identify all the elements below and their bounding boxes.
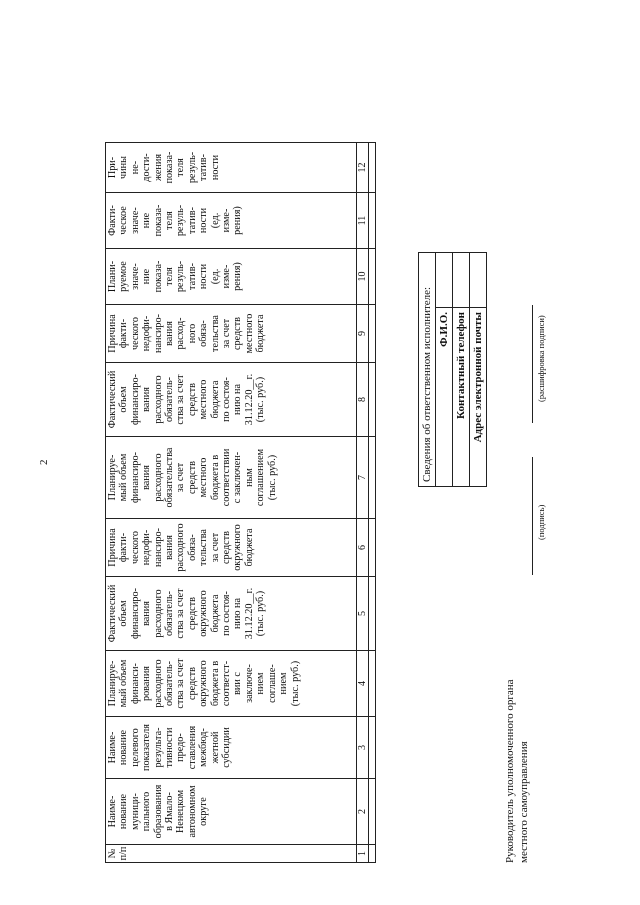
decoding-line [532,305,533,423]
column-number: 9 [357,305,369,363]
column-number: 5 [357,577,369,651]
header-cell: Планируе- мый объем финансиро- вания расходного обязательства за счет средств местного бюджета в соответствии с заключен- ным соглашением (тыс. руб.) [106,437,357,519]
column-number: 11 [357,193,369,249]
table-cell [369,519,376,577]
table-cell [369,363,376,437]
column-number: 12 [357,143,369,193]
table-cell [369,249,376,305]
column-number: 4 [357,651,369,717]
signature-line [532,457,533,575]
table-header-row [106,143,357,863]
report-table [105,142,376,863]
header-cell: Фактический объем финансиро- вания расходного обязатель- ства за счет средств окружного бюджета по состоя- нию на 31.12.20__г. (тыс. руб.) [106,577,357,651]
contact-label: Ф.И.О. [436,308,453,487]
contact-row [453,253,470,487]
contact-value [453,253,470,308]
contact-value [436,253,453,308]
column-number: 10 [357,249,369,305]
table-cell [369,779,376,845]
column-number-row [357,143,369,863]
table-row [369,143,376,863]
table-cell [369,577,376,651]
contact-value [470,253,487,308]
table-cell [369,437,376,519]
contact-label: Адрес электронной почты [470,308,487,487]
table-cell [369,651,376,717]
header-cell: Причина факти- ческого недофи- нансиро- вания расход- ного обяза- тельства за счет средств местного бюджета [106,305,357,363]
page-number: 2 [38,459,50,465]
header-cell: Фактический объем финансиро- вания расходного обязатель- ства за счет средств местного бюджета по состоя- нию на 31.12.20__г. (тыс. руб.) [106,363,357,437]
contact-heading-row [419,253,436,487]
column-number: 2 [357,779,369,845]
header-cell: Планируе- мый объем финанси- рования расходного обязатель- ства за счет средств окружного бюджета в соответст- вии с заключе- нием соглаше- нием (тыс. руб.) [106,651,357,717]
table-cell [369,193,376,249]
header-cell: Факти- ческое значе- ние показа- теля резуль- татив- ности (ед. изме- рения) [106,193,357,249]
column-number: 6 [357,519,369,577]
column-number: 1 [357,845,369,863]
header-cell: Причина факти- ческого недофи- нансиро- вания расходного обяза- тельства за счет средств окружного бюджета [106,519,357,577]
signature-title-line2: местного самоуправления [518,741,530,863]
decoding-caption: (расшифровка подписи) [536,315,546,402]
table-cell [369,305,376,363]
header-cell: Наиме- нование целевого показателя результа- тивности предо- ставления межбюд- жетной субсидии [106,717,357,779]
contact-row [436,253,453,487]
column-number: 3 [357,717,369,779]
contact-table [418,252,487,487]
header-cell: Наиме- нование муници- пального образования в Ямало- Ненецком автономном округе [106,779,357,845]
column-number: 7 [357,437,369,519]
signature-caption: (подпись) [536,504,546,540]
header-cell: Плани- руемое значе- ние показа- теля резуль- татив- ности (ед. изме- рения) [106,249,357,305]
contact-row [470,253,487,487]
header-cell: При- чины не- дости- жения показа- теля резуль- татив- ности [106,143,357,193]
contact-heading: Сведения об ответственном исполнителе: [419,253,436,487]
table-cell [369,143,376,193]
signature-title-line1: Руководитель уполномоченного органа [504,679,516,863]
column-number: 8 [357,363,369,437]
table-cell [369,717,376,779]
contact-label: Контактный телефон [453,308,470,487]
table-cell [369,845,376,863]
header-cell: № п/п [106,845,357,863]
